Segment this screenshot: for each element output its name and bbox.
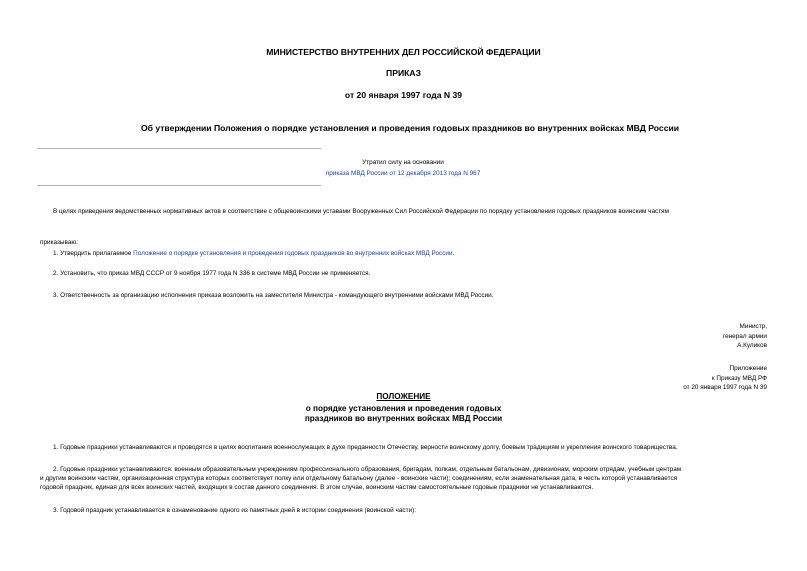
regulation-subtitle-2: праздников во внутренних войсках МВД России bbox=[304, 414, 503, 423]
document-type: ПРИКАЗ bbox=[386, 68, 421, 78]
lapse-notice-link[interactable]: приказа МВД России от 12 декабря 2013 года N 967 bbox=[325, 170, 481, 177]
signature-position-2: генерал армии bbox=[722, 332, 767, 340]
regulation-paragraph-3: 3. Годовой праздник устанавливается в ознаменование одного из памятных дней в истории соединения (воинской части): bbox=[53, 507, 416, 514]
order-item-1-prefix: 1. Утвердить прилагаемое bbox=[53, 250, 134, 257]
signature-position-1: Министр, bbox=[739, 323, 767, 330]
order-item-1-suffix: . bbox=[452, 250, 455, 257]
signature-block bbox=[723, 322, 767, 351]
appendix-block bbox=[683, 364, 767, 393]
paragraph-2-line-1: 2. Годовые праздники устанавливаются: военным образовательным учреждениям профессионального образования, бригадам, полкам, отдельным батальонам, дивизионам, морским отрядам, учебным центрам bbox=[53, 466, 682, 473]
order-item-1 bbox=[53, 249, 454, 258]
document-title: Об утверждении Положения о порядке установления и проведения годовых праздников во внутренних войсках МВД России bbox=[140, 123, 680, 133]
paragraph-2-line-2: и другим воинским частям, организационная структура которых соответствует полку или отдельному батальону (далее - воинские части); соединениям, если знаменательная дата, в честь которой устанавливается bbox=[40, 475, 678, 482]
ministry-heading: МИНИСТЕРСТВО ВНУТРЕННИХ ДЕЛ РОССИЙСКОЙ ФЕДЕРАЦИИ bbox=[266, 47, 541, 57]
bottom-divider bbox=[37, 185, 321, 186]
regulation-subtitle-1: о порядке установления и проведения годовых bbox=[305, 404, 502, 413]
regulation-heading: ПОЛОЖЕНИЕ bbox=[376, 392, 431, 401]
order-word: приказываю: bbox=[40, 239, 78, 246]
lapse-notice: Утратил силу на основании bbox=[362, 159, 444, 166]
appendix-line-1: Приложение bbox=[729, 365, 767, 372]
order-item-3: 3. Ответственность за организацию исполнения приказа возложить на заместителя Министра - командующего внутренними войсками МВД России. bbox=[53, 292, 494, 299]
regulation-paragraph-2 bbox=[40, 465, 780, 492]
regulation-paragraph-1: 1. Годовые праздники устанавливаются и проводятся в целях воспитания военнослужащих в духе преданности Отечеству, верности воинскому долгу, боевым традициям и укрепления воинского товарищества. bbox=[53, 444, 678, 451]
appendix-line-2: к Приказу МВД РФ bbox=[711, 374, 767, 382]
appendix-line-3: от 20 января 1997 года N 39 bbox=[683, 384, 767, 391]
document-date-number: от 20 января 1997 года N 39 bbox=[344, 90, 463, 100]
top-divider bbox=[37, 148, 321, 149]
regulation-link[interactable]: Положение о порядке установления и проведения годовых праздников во внутренних войсках МВД России bbox=[133, 250, 453, 257]
order-item-2: 2. Установить, что приказ МВД СССР от 9 ноября 1977 года N 336 в системе МВД России не применяется. bbox=[53, 270, 371, 277]
preamble-paragraph: В целях приведения ведомственных нормативных актов в соответствие с общевоинскими уставами Вооруженных Сил Российской Федерации по порядку установления годовых праздников воинским частям bbox=[53, 208, 669, 215]
signature-name: А.Куликов bbox=[737, 342, 767, 349]
paragraph-2-line-3: годовой праздник, единая для всех воинских частей, входящих в состав данного соединения. В этом случае, воинским частям самостоятельные годовые праздники не устанавливаются. bbox=[40, 484, 594, 491]
